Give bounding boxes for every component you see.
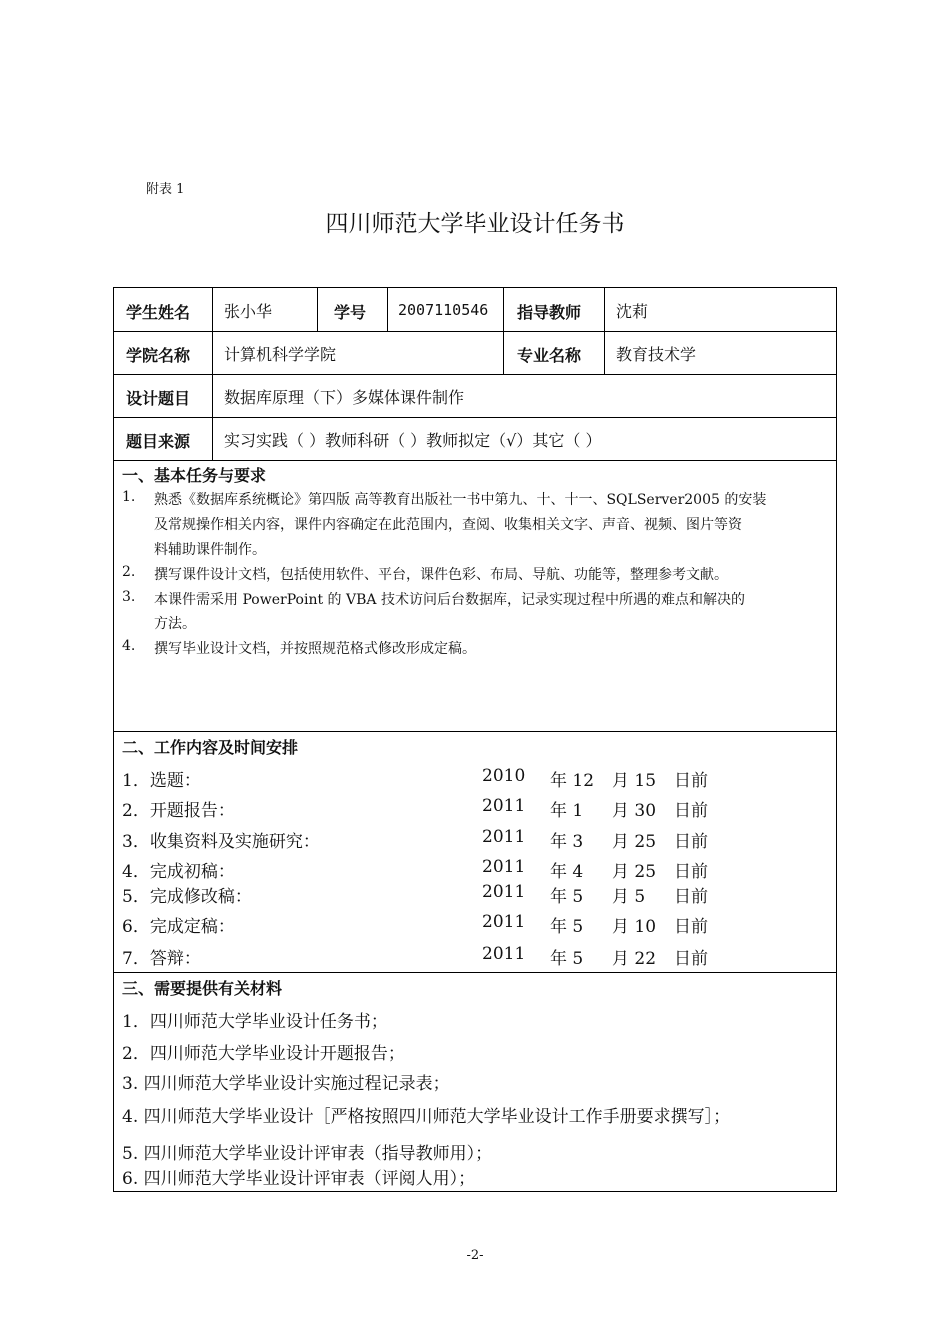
schedule-year: 2011 [482,827,526,847]
schedule-year: 2011 [482,944,526,964]
schedule-month: 年 1 [550,801,584,821]
topic-label: 设计题目 [126,389,191,408]
schedule-day: 月 5 [612,887,646,907]
college-label: 学院名称 [126,346,191,365]
material-item: 4. 四川师范大学毕业设计［严格按照四川师范大学毕业设计工作手册要求撰写］； [122,1107,731,1127]
schedule-month: 年 5 [550,917,584,937]
schedule-year: 2011 [482,912,526,932]
schedule-suffix: 日前 [674,887,708,907]
topic-value: 数据库原理（下）多媒体课件制作 [224,388,465,407]
material-item: 6. 四川师范大学毕业设计评审表（评阅人用）； [122,1169,476,1189]
task-num: 4. [122,638,136,654]
col-divider [503,287,504,374]
schedule-day: 月 25 [612,862,657,882]
major-label: 专业名称 [517,346,582,365]
attachment-label: 附表 1 [146,182,185,197]
row-divider [113,331,837,332]
schedule-day: 月 25 [612,832,657,852]
advisor-value: 沈莉 [616,302,649,321]
task-line: 本课件需采用 PowerPoint 的 VBA 技术访问后台数据库，记录实现过程中所遇的难点和解决的 [154,592,745,608]
page-title: 四川师范大学毕业设计任务书 [325,211,625,237]
task-line: 熟悉《数据库系统概论》第四版 高等教育出版社一书中第九、十、十一、SQLServer2005 的安装 [154,492,767,508]
source-label: 题目来源 [126,432,191,451]
schedule-day: 月 10 [612,917,657,937]
major-value: 教育技术学 [616,345,697,364]
schedule-day: 月 15 [612,771,657,791]
schedule-suffix: 日前 [674,801,708,821]
schedule-task: 6．完成定稿： [122,917,235,937]
task-line: 料辅助课件制作。 [154,542,266,558]
page-number: -2- [466,1248,484,1263]
schedule-suffix: 日前 [674,862,708,882]
task-line: 撰写课件设计文档，包括使用软件、平台，课件色彩、布局、导航、功能等，整理参考文献。 [154,567,728,583]
schedule-month: 年 4 [550,862,584,882]
schedule-suffix: 日前 [674,832,708,852]
row-divider [113,460,837,461]
advisor-label: 指导教师 [517,303,582,322]
college-value: 计算机科学学院 [224,345,337,364]
row-divider [113,731,837,732]
schedule-day: 月 30 [612,801,657,821]
section3-heading: 三、需要提供有关材料 [122,979,283,998]
schedule-month: 年 5 [550,887,584,907]
row-divider [113,374,837,375]
task-num: 2. [122,564,136,580]
schedule-task: 2．开题报告： [122,801,235,821]
section2-heading: 二、工作内容及时间安排 [122,738,299,757]
schedule-year: 2010 [482,766,526,786]
col-divider [212,287,213,460]
schedule-suffix: 日前 [674,771,708,791]
material-item: 3. 四川师范大学毕业设计实施过程记录表； [122,1074,450,1094]
col-divider [317,287,318,331]
material-item: 1．四川师范大学毕业设计任务书； [122,1012,388,1032]
schedule-suffix: 日前 [674,949,708,969]
schedule-day: 月 22 [612,949,657,969]
material-item: 5. 四川师范大学毕业设计评审表（指导教师用）； [122,1144,493,1164]
col-divider [387,287,388,331]
source-value: 实习实践（ ）教师科研（ ）教师拟定（√）其它（ ） [224,431,602,450]
schedule-task: 3．收集资料及实施研究： [122,832,320,852]
col-divider [604,287,605,374]
task-line: 方法。 [154,616,196,632]
schedule-task: 5．完成修改稿： [122,887,252,907]
student-name-value: 张小华 [224,302,273,321]
task-line: 撰写毕业设计文档，并按照规范格式修改形成定稿。 [154,641,476,657]
task-line: 及常规操作相关内容，课件内容确定在此范围内，查阅、收集相关文字、声音、视频、图片等资 [154,517,742,533]
task-num: 3. [122,589,136,605]
schedule-month: 年 5 [550,949,584,969]
schedule-task: 1．选题： [122,771,201,791]
student-id-value: 2007110546 [398,301,489,319]
task-num: 1. [122,489,136,505]
schedule-year: 2011 [482,882,526,902]
student-name-label: 学生姓名 [126,303,191,322]
schedule-task: 4．完成初稿： [122,862,235,882]
row-divider [113,972,837,973]
schedule-suffix: 日前 [674,917,708,937]
schedule-month: 年 3 [550,832,584,852]
section1-heading: 一、基本任务与要求 [122,466,267,485]
student-id-label: 学号 [334,303,367,322]
schedule-month: 年 12 [550,771,595,791]
schedule-year: 2011 [482,857,526,877]
schedule-task: 7．答辩： [122,949,201,969]
row-divider [113,417,837,418]
schedule-year: 2011 [482,796,526,816]
material-item: 2．四川师范大学毕业设计开题报告； [122,1044,405,1064]
